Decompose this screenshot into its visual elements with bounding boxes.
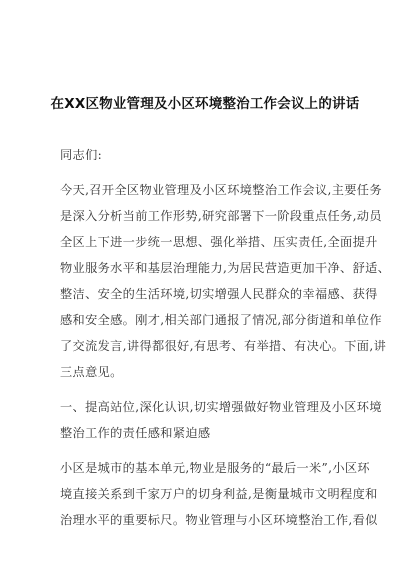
paragraph-2-line: 小区是城市的基本单元,物业是服务的“最后一米”,小区环 <box>60 461 370 475</box>
section-heading-line: 一、提高站位,深化认识,切实增强做好物业管理及小区环境 <box>60 400 382 414</box>
document-title: 在XX区物业管理及小区环境整治工作会议上的讲话 <box>50 96 360 112</box>
paragraph-1-line: 整洁、安全的生活环境,切实增强人民群众的幸福感、获得 <box>60 287 378 301</box>
paragraph-2-line: 境直接关系到千家万户的切身利益,是衡量城市文明程度和 <box>60 487 378 501</box>
paragraph-1-line: 全区上下进一步统一思想、强化举措、压实责任,全面提升 <box>60 235 378 249</box>
paragraph-1-line: 感和安全感。刚才,相关部门通报了情况,部分街道和单位作 <box>60 313 382 327</box>
section-heading-line: 整治工作的责任感和紧迫感 <box>60 426 211 440</box>
paragraph-1-line: 是深入分析当前工作形势,研究部署下一阶段重点任务,动员 <box>60 209 382 223</box>
paragraph-1-line: 了交流发言,讲得都很好,有思考、有举措、有决心。下面,讲 <box>60 339 387 353</box>
paragraph-1-line: 三点意见。 <box>60 365 123 379</box>
salutation: 同志们: <box>60 148 103 162</box>
paragraph-2-line: 治理水平的重要标尺。物业管理与小区环境整治工作,看似 <box>60 513 378 527</box>
paragraph-1-line: 今天,召开全区物业管理及小区环境整治工作会议,主要任务 <box>60 183 382 197</box>
paragraph-1-line: 物业服务水平和基层治理能力,为居民营造更加干净、舒适、 <box>60 261 391 275</box>
